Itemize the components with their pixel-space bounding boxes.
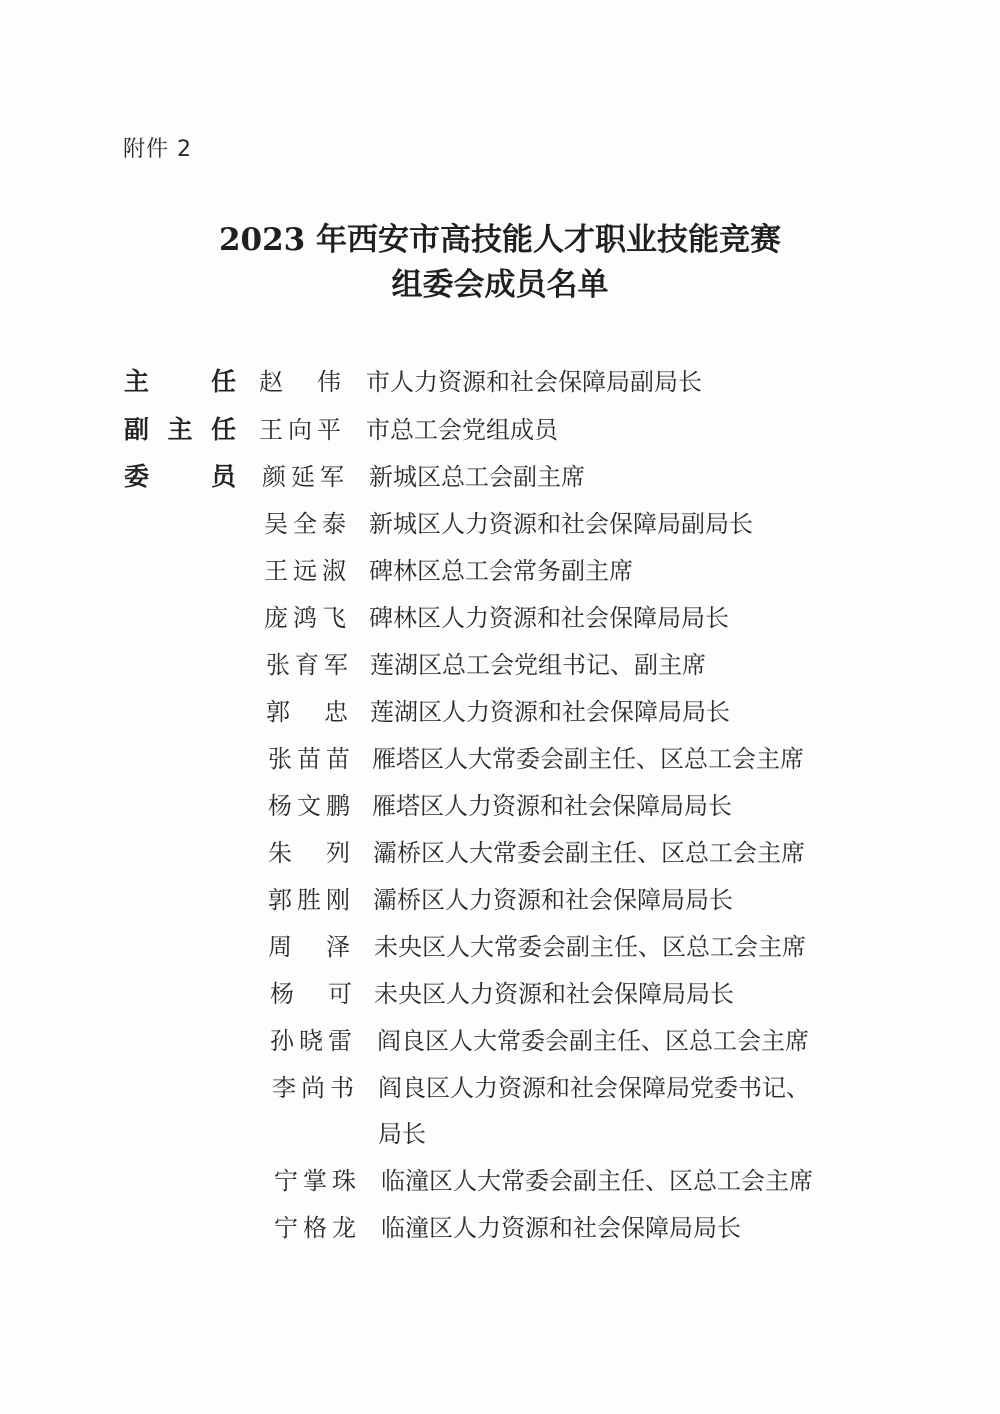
member-name: 王 远 淑 <box>264 557 346 585</box>
member-position: 阎良区人力资源和社会保障局党委书记、 <box>378 1074 810 1102</box>
member-row <box>0 457 1000 497</box>
member-name: 宁 格 龙 <box>274 1214 356 1242</box>
member-position: 碑林区总工会常务副主席 <box>369 557 633 585</box>
member-name: 王 向 平 <box>259 416 341 444</box>
member-position: 未央区人大常委会副主任、区总工会主席 <box>374 933 806 961</box>
member-position: 新城区总工会副主席 <box>369 463 585 491</box>
member-row <box>0 974 1000 1014</box>
member-row <box>0 833 1000 873</box>
attachment-label: 附件 2 <box>123 137 192 162</box>
member-name: 颜 延 军 <box>262 463 344 491</box>
member-role: 主 任 <box>124 367 236 396</box>
member-position: 新城区人力资源和社会保障局副局长 <box>369 510 753 538</box>
member-row <box>0 786 1000 826</box>
member-name: 郭 忠 <box>266 698 348 726</box>
title-line-1: 2023 年西安市高技能人才职业技能竞赛 <box>218 222 782 258</box>
member-row <box>0 410 1000 450</box>
member-row <box>0 1208 1000 1248</box>
member-row <box>0 598 1000 638</box>
member-position: 局长 <box>378 1120 426 1148</box>
member-role: 委 员 <box>124 462 236 491</box>
member-row <box>0 362 1000 402</box>
member-row <box>0 880 1000 920</box>
member-name: 周 泽 <box>268 933 350 961</box>
member-name: 孙 晓 雷 <box>270 1027 352 1055</box>
member-name: 杨 可 <box>270 980 352 1008</box>
member-name: 赵 伟 <box>259 368 341 396</box>
member-role: 副 主 任 <box>124 415 236 444</box>
member-name: 吴 全 泰 <box>264 510 346 538</box>
member-row <box>0 739 1000 779</box>
member-position: 未央区人力资源和社会保障局局长 <box>374 980 734 1008</box>
title-line-2: 组委会成员名单 <box>391 267 609 303</box>
member-position: 市总工会党组成员 <box>366 416 558 444</box>
member-name: 郭 胜 刚 <box>268 886 350 914</box>
member-position: 灞桥区人力资源和社会保障局局长 <box>373 886 733 914</box>
member-row <box>0 1114 1000 1154</box>
member-position: 莲湖区总工会党组书记、副主席 <box>370 651 706 679</box>
member-row <box>0 645 1000 685</box>
member-position: 临潼区人大常委会副主任、区总工会主席 <box>381 1167 813 1195</box>
member-position: 碑林区人力资源和社会保障局局长 <box>369 604 729 632</box>
member-name: 庞 鸿 飞 <box>264 604 346 632</box>
member-position: 市人力资源和社会保障局副局长 <box>366 368 702 396</box>
member-position: 阎良区人大常委会副主任、区总工会主席 <box>377 1027 809 1055</box>
member-name: 张 苗 苗 <box>268 745 350 773</box>
member-row <box>0 504 1000 544</box>
member-name: 李 尚 书 <box>272 1074 354 1102</box>
member-row <box>0 1021 1000 1061</box>
member-name: 朱 列 <box>268 839 350 867</box>
member-row <box>0 1068 1000 1108</box>
member-row <box>0 927 1000 967</box>
member-position: 灞桥区人大常委会副主任、区总工会主席 <box>373 839 805 867</box>
member-position: 雁塔区人力资源和社会保障局局长 <box>372 792 732 820</box>
member-name: 宁 掌 珠 <box>274 1167 356 1195</box>
member-row <box>0 551 1000 591</box>
member-name: 杨 文 鹏 <box>268 792 350 820</box>
member-position: 临潼区人力资源和社会保障局局长 <box>381 1214 741 1242</box>
member-name: 张 育 军 <box>266 651 348 679</box>
member-row <box>0 692 1000 732</box>
member-position: 莲湖区人力资源和社会保障局局长 <box>370 698 730 726</box>
member-position: 雁塔区人大常委会副主任、区总工会主席 <box>372 745 804 773</box>
member-row <box>0 1161 1000 1201</box>
